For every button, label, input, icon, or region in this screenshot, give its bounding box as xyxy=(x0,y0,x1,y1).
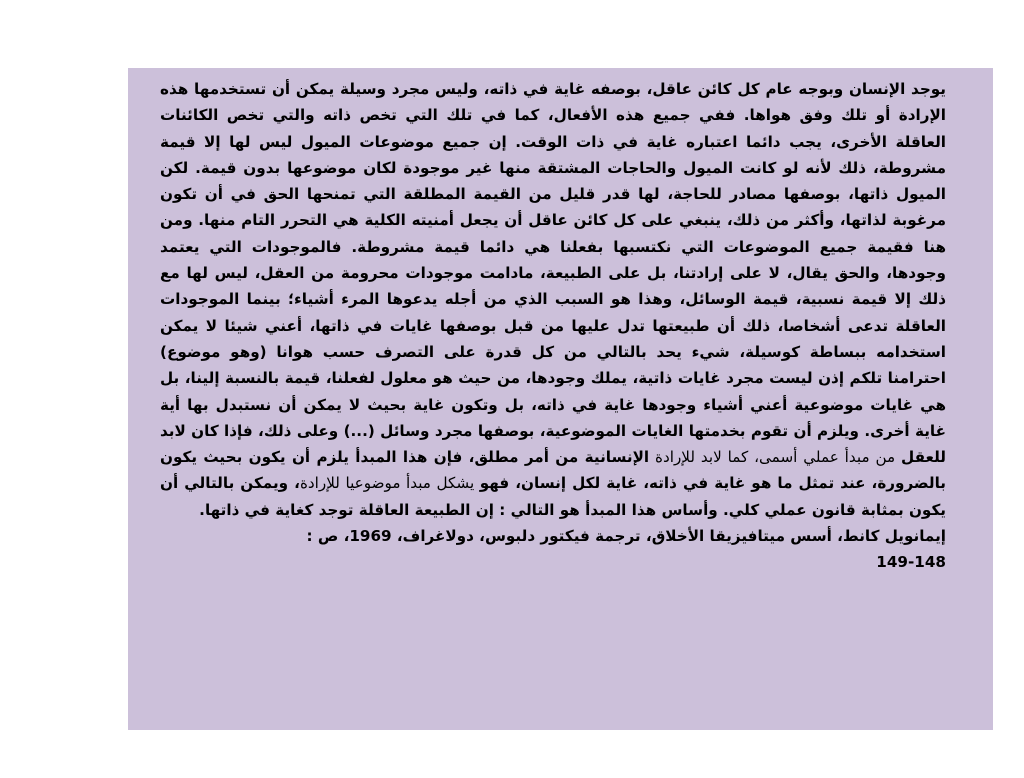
passage-part-5: ، ويمكن بالتالي أن يكون بمثابة قانون عملي كلي. وأساس هذا المبدأ هو التالي : إن الطبيعة العاقلة توجد كغاية في ذاتها. xyxy=(160,474,946,519)
passage-part-3: الإنسانية من أمر مطلق، فإن هذا المبدأ يلزم أن يكون بحيث يكون بالضرورة، عند تمثل ما هو غاية في ذاته، غاية لكل إنسان، فهو xyxy=(160,448,946,493)
text-box xyxy=(128,68,993,730)
quote-passage xyxy=(160,76,946,523)
citation-pages: 149-148 xyxy=(876,553,946,572)
passage-part-4: يشكل مبدأ موضوعيا للإرادة xyxy=(299,474,480,493)
passage-part-1: يوجد الإنسان وبوجه عام كل كائن عاقل، بوصفه غاية في ذاته، وليس مجرد وسيلة يمكن أن تستخدمها هذه الإرادة أو تلك وفق هواها. ففي جميع هذه الأفعال، كما في تلك التي تخص ذاته والتي تخص الكائنات العاقلة الأخرى، يجب دائما اعتباره غاية في ذات الوقت. إن جميع موضوعات الميول ليس لها إلا قيمة مشروطة، ذلك لأنه لو كانت الميول والحاجات المشتقة منها غير موجودة لكان موضوعها بدون قيمة. لكن الميول ذاتها، بوصفها مصادر للحاجة، لها قدر قليل من القيمة المطلقة التي تمنحها الحق في أن تكون مرغوبة لذاتها، وأكثر من ذلك، ينبغي على كل كائن عاقل أن يجعل أمنيته الكلية هي التحرر التام منها. ومن هنا فقيمة جميع الموضوعات التي نكتسبها بفعلنا هي دائما قيمة مشروطة. فالموجودات التي يعتمد وجودها، والحق يقال، لا على إرادتنا، بل على الطبيعة، مادامت موجودات محرومة من العقل، ليس لها مع ذلك إلا قيمة نسبية، قيمة الوسائل، وهذا هو السبب الذي من أجله يدعوها المرء أشياء؛ بينما الموجودات العاقلة تدعى أشخاصا، ذلك أن طبيعتها تدل عليها من قبل بوصفها غايات في ذاتها، أعني شيئا لا يمكن استخدامه ببساطة كوسيلة، شيء يحد بالتالي من كل قدرة على التصرف حسب هوانا (وهو موضوع) احترامنا تلكم إذن ليست مجرد غايات ذاتية، يملك وجودها، من حيث هو معلول لفعلنا، قيمة بالنسبة إلينا، بل هي غايات موضوعية أعني أشياء وجودها غاية في ذاته، بل وتكون غاية بحيث لا يمكن أن نستبدل بها أية غاية أخرى. ويلزم أن تقوم بخدمتها الغايات الموضوعية، بوصفها مجرد وسائل (...) وعلى ذلك، فإذا كان لابد للعقل xyxy=(160,80,946,467)
citation xyxy=(160,523,946,576)
citation-text: إيمانويل كانط، أسس ميتافيزيقا الأخلاق، ترجمة فيكتور دلبوس، دولاغراف، 1969، ص : xyxy=(306,527,946,546)
passage-part-2: من مبدأ عملي أسمى، كما لابد للإرادة xyxy=(649,448,902,467)
